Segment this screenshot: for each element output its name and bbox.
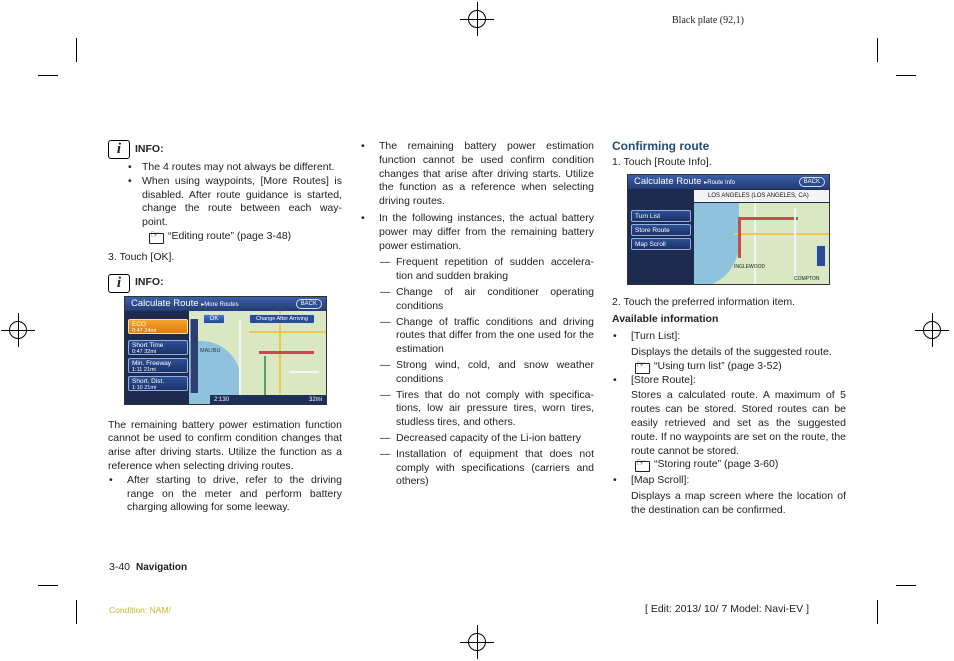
section-title: Confirming route	[612, 139, 710, 153]
step-3: 3. Touch [OK].	[108, 250, 175, 263]
page-reference[interactable]	[108, 230, 342, 244]
dash-item: — Strong wind, cold, and snow weather conditions	[360, 359, 594, 387]
page-reference[interactable]	[612, 458, 846, 472]
registration-mark-right	[915, 313, 949, 347]
turn-list-button[interactable]: Turn List	[631, 210, 691, 222]
crop-mark	[877, 38, 878, 62]
step-2: 2. Touch the preferred information item.	[612, 295, 796, 308]
registration-mark-bottom	[460, 625, 494, 659]
registration-mark-top	[460, 2, 494, 36]
edit-info: [ Edit: 2013/ 10/ 7 Model: Navi-EV ]	[644, 603, 809, 615]
section-name: Navigation	[136, 562, 188, 573]
item-map-scroll: • [Map Scroll]:	[612, 474, 846, 488]
condition-label: Condition: NAM/	[109, 605, 171, 615]
reference-icon	[634, 361, 650, 373]
item-description: Stores a calculated route. A maximum of 5 routes can be stored. Stored routes can be easily retrieved and set as the suggested route. If no waypoints are set on the route, the route cannot be stored.	[631, 389, 846, 457]
item-turn-list: • [Turn List]:	[612, 330, 846, 344]
destination-bar: LOS ANGELES (LOS ANGELES, CA)	[694, 190, 829, 202]
dash-item: — Decreased capacity of the Li-ion battery	[360, 432, 594, 446]
screen-title: Calculate Route	[634, 175, 702, 187]
route-option-eco[interactable]: ECO 0:47 24mi	[128, 319, 188, 334]
crop-mark	[877, 600, 878, 624]
back-button[interactable]: BACK	[799, 177, 825, 187]
list-scrollbar[interactable]	[190, 319, 198, 393]
bullet-instances: • In the following instances, the actual battery power may differ from the remaining battery power estimation.	[360, 212, 594, 253]
change-after-arriving[interactable]: Change After Arriving	[249, 314, 315, 324]
distance-bar: 2:130 32mi	[210, 395, 326, 405]
bullet-estimation: • The remaining battery power estimation function cannot be used confirm condition changes that arise after driving starts. Utilize the function as a reference when selecting driving routes.	[360, 140, 594, 209]
item-description: Displays the details of the suggested route.	[631, 345, 832, 358]
bullet-driving-range: • After starting to drive, refer to the driving range on the meter and perform battery charging allowing for some leeway.	[108, 474, 342, 515]
reference-text: “Storing route” (page 3-60)	[654, 458, 779, 471]
reference-icon	[148, 231, 164, 243]
registration-mark-left	[1, 313, 35, 347]
map-label: INGLEWOOD	[734, 263, 766, 270]
available-information-heading: Available information	[612, 313, 719, 326]
dash-item: — Change of traffic conditions and driving routes that differ from the one used for the estimation	[360, 316, 594, 357]
page-reference[interactable]	[612, 360, 846, 374]
reference-text: “Editing route” (page 3-48)	[168, 229, 292, 242]
store-route-button[interactable]: Store Route	[631, 224, 691, 236]
dash-item: — Tires that do not comply with specifica- tions, low air pressure tires, worn tires, studless tires, and others.	[360, 389, 594, 430]
dash-item: — Frequent repetition of sudden accelera- tion and sudden braking	[360, 256, 594, 284]
reference-icon	[634, 459, 650, 471]
info-bullet: • When using waypoints, [More Routes] is disabled. After route guidance is started, change the route between each way- point.	[108, 175, 342, 230]
info-bullet: • The 4 routes may not always be different.	[108, 161, 342, 175]
step-1: 1. Touch [Route Info].	[612, 155, 712, 168]
screen-subtitle: ▸More Routes	[201, 301, 239, 308]
info-icon: i	[108, 274, 130, 293]
page-footer	[109, 561, 187, 575]
route-info-screenshot	[627, 174, 830, 285]
page-number: 3-40	[109, 561, 131, 573]
map-scroll-button[interactable]: Map Scroll	[631, 238, 691, 250]
zoom-buttons[interactable]	[816, 245, 826, 267]
ok-button[interactable]: OK	[203, 314, 225, 324]
back-button[interactable]: BACK	[296, 299, 322, 309]
map-label: COMPTON	[794, 275, 820, 282]
column-right	[612, 140, 846, 518]
screen-subtitle: ▸Route Info	[704, 179, 735, 186]
column-left	[108, 140, 342, 518]
more-routes-screenshot	[124, 296, 327, 405]
column-middle	[360, 140, 594, 489]
item-store-route: • [Store Route]:	[612, 374, 846, 388]
route-option-short-time[interactable]: Short Time 0:47 32mi	[128, 340, 188, 355]
crop-mark	[38, 75, 58, 76]
info-label: INFO:	[135, 142, 164, 155]
plate-label: Black plate (92,1)	[672, 15, 744, 26]
crop-mark	[896, 585, 916, 586]
info-heading	[108, 274, 342, 293]
info-heading	[108, 140, 342, 159]
dash-item: — Change of air conditioner operating conditions	[360, 286, 594, 314]
dash-item: — Installation of equipment that does not comply with specifications (carriers and others)	[360, 448, 594, 489]
item-description: Displays a map screen where the location of the destination can be confirmed.	[631, 489, 846, 516]
reference-text: “Using turn list” (page 3-52)	[654, 359, 782, 372]
crop-mark	[76, 600, 77, 624]
battery-paragraph: The remaining battery power estimation function cannot be used to confirm condition changes that arise after driving starts. Utilize the function as a reference when selecting driving routes.	[108, 418, 342, 472]
info-label: INFO:	[135, 276, 164, 289]
crop-mark	[76, 38, 77, 62]
screen-title: Calculate Route	[131, 297, 199, 309]
map-label: MALIBU	[200, 347, 221, 354]
crop-mark	[38, 585, 58, 586]
route-option-short-dist[interactable]: Short. Dist. 1:10 21mi	[128, 376, 188, 391]
crop-mark	[896, 75, 916, 76]
info-icon: i	[108, 140, 130, 159]
route-option-min-freeway[interactable]: Min. Freeway 1:11 21mi	[128, 358, 188, 373]
